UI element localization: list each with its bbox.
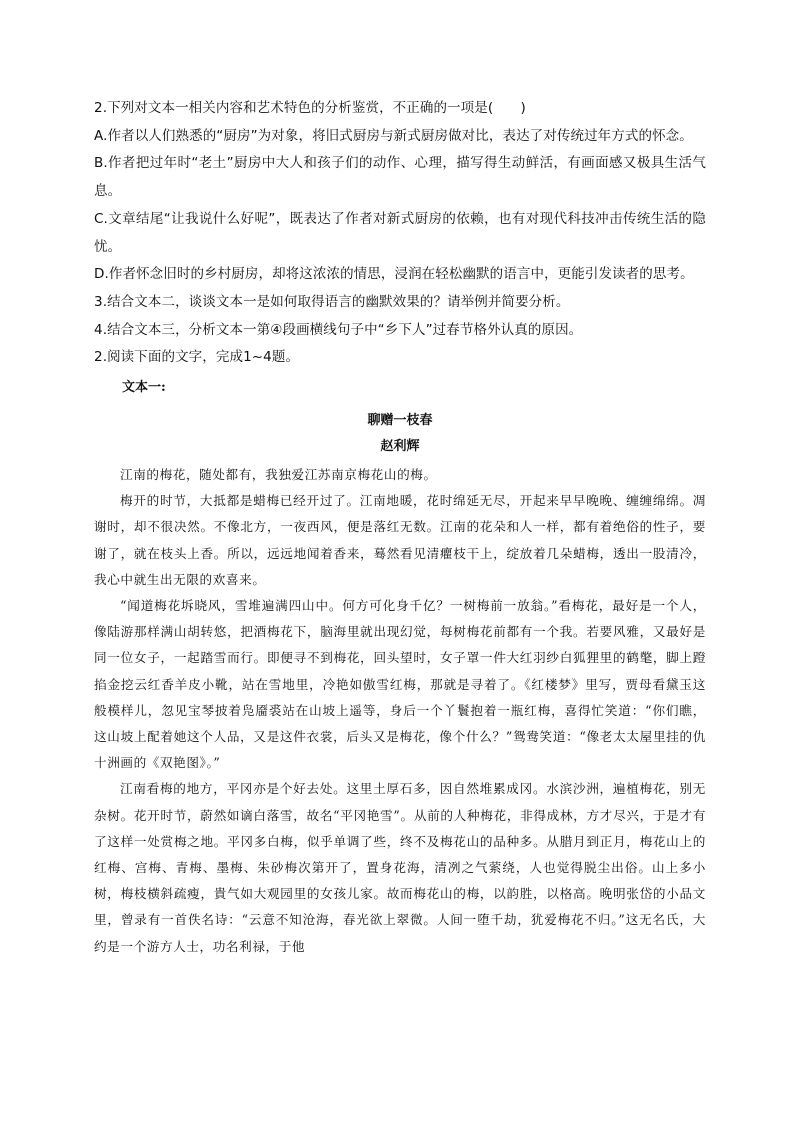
article-paragraph-3: “闻道梅花坼晓风，雪堆遍满四山中。何方可化身千亿？一树梅前一放翁。”看梅花，最好是一个人，像陆游那样满山胡转悠，把酒梅花下，脑海里就出现幻觉，每树梅花前都有一个我。若要风雅，又最好是同一位女子，一起踏雪而行。即便寻不到梅花，回头望时，女子罩一件大红羽纱白狐狸里的鹤氅，脚上蹬掐金挖云红香羊皮小靴，站在雪地里，冷艳如傲雪红梅，那就是寻着了。《红楼梦》里写，贾母看黛玉这般模样儿，忽见宝琴披着凫靥裘站在山坡上遥等，身后一个丫鬟抱着一瓶红梅，喜得忙笑道：“你们瞧，这山坡上配着她这个人品，又是这件衣裳，后头又是梅花，像个什么？”鸳鸯笑道：“像老太太屋里挂的仇十洲画的《双艳图》。”: [94, 598, 706, 771]
article-paragraph-2: 梅开的时节，大抵都是蜡梅已经开过了。江南地暖，花时绵延无尽，开起来早早晚晚、缠缠绵绵。凋谢时，却不很决然。不像北方，一夜西风，便是落红无数。江南的花朵和人一样，都有着绝俗的性子，要谢了，就在枝头上香。所以，远远地闻着香来，蓦然看见清癯枝干上，绽放着几朵蜡梅，透出一股清冷，我心中就生出无限的欢喜来。: [94, 493, 706, 587]
article-author: 赵利辉: [380, 439, 420, 455]
option-c: C.文章结尾“让我说什么好呢”，既表达了作者对新式厨房的依赖，也有对现代科技冲击传统生活的隐忧。: [94, 210, 706, 255]
question-3: 3.结合文本二，谈谈文本一是如何取得语言的幽默效果的？请举例并简要分析。: [94, 293, 570, 310]
article-paragraph-1: 江南的梅花，随处都有，我独爱江苏南京梅花山的梅。: [120, 467, 437, 483]
option-a: A.作者以人们熟悉的“厨房”为对象，将旧式厨房与新式厨房做对比，表达了对传统过年方式的怀念。: [94, 127, 693, 144]
question-4: 4.结合文本三，分析文本一第④段画横线句子中“乡下人”过春节格外认真的原因。: [94, 321, 583, 338]
text-label: 文本一:: [122, 380, 166, 396]
question-2-stem: 2.下列对文本一相关内容和艺术特色的分析鉴赏，不正确的一项是( ): [94, 100, 526, 116]
document-page: [94, 95, 706, 960]
reading-instruction: 2.阅读下面的文字，完成1~4题。: [94, 349, 300, 366]
option-d: D.作者怀念旧时的乡村厨房，却将这浓浓的情思，浸润在轻松幽默的语言中，更能引发读者的思考。: [94, 266, 694, 283]
article-paragraph-4: 江南看梅的地方，平冈亦是个好去处。这里土厚石多，因自然堆累成冈。水滨沙洲，遍植梅花，别无杂树。花开时节，蔚然如谪白落雪，故名“平冈艳雪”。从前的人种梅花，非得成林，方才尽兴，于是才有了这样一处赏梅之地。平冈多白梅，似乎单调了些，终不及梅花山的品种多。从腊月到正月，梅花山上的红梅、宫梅、青梅、墨梅、朱砂梅次第开了，置身花海，清冽之气萦绕，人也觉得脱尘出俗。山上多小树，梅枝横斜疏瘦，貴气如大观园里的女孩儿家。故而梅花山的梅，以韵胜，以格高。晚明张岱的小品文里，曾录有一首佚名诗：“云意不知沧海，春光欲上翠微。人间一堕千劫，犹爱梅花不归。”这无名氏，大约是一个游方人士，功名利禄，于他: [94, 781, 706, 954]
option-b: B.作者把过年时“老土”厨房中大人和孩子们的动作、心理，描写得生动鲜活，有画面感又极具生活气息。: [94, 155, 706, 200]
article-title: 聊赠一枝春: [367, 413, 433, 429]
